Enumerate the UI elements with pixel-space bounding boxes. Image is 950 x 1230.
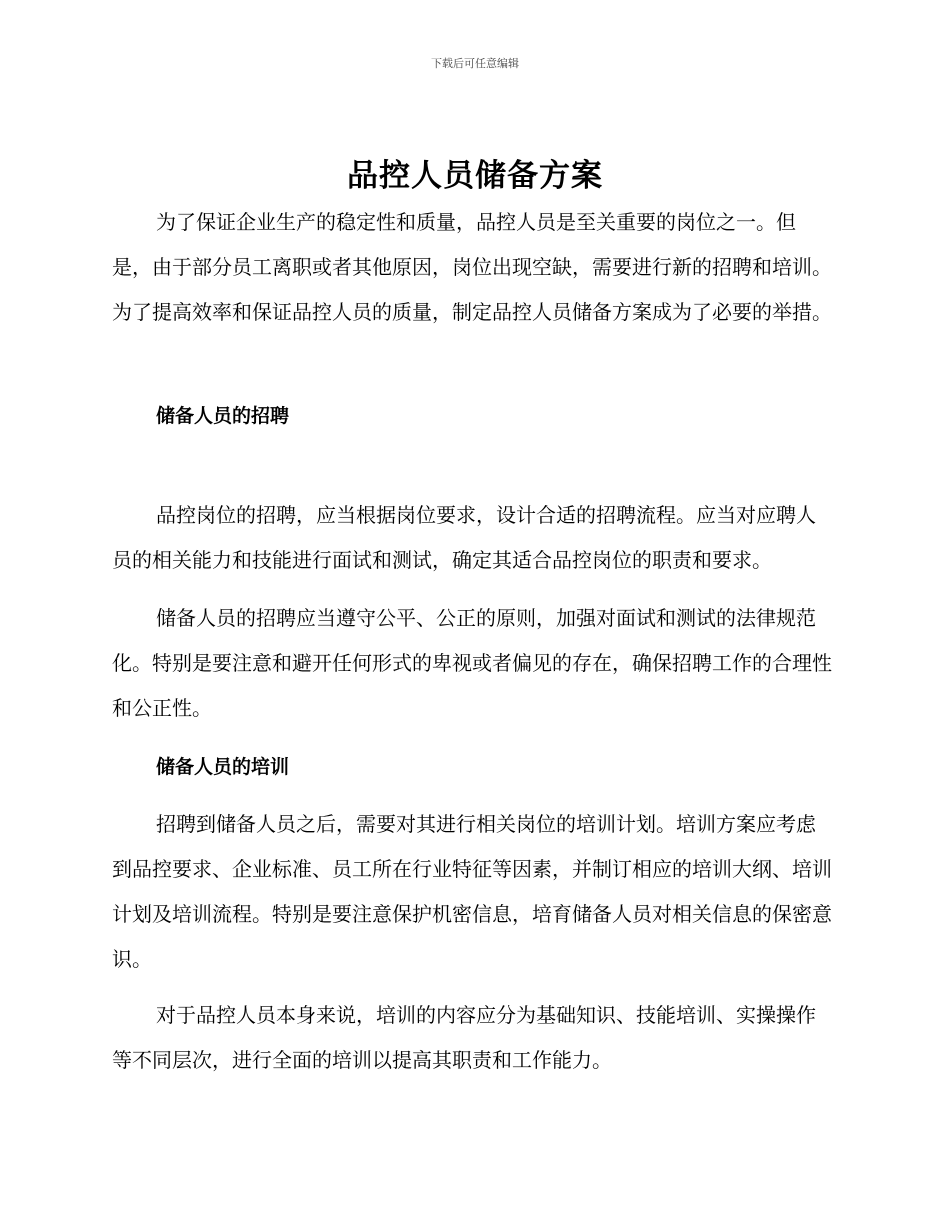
page-header-note: 下载后可任意编辑 bbox=[431, 57, 519, 70]
intro-paragraph: 为了保证企业生产的稳定性和质量，品控人员是至关重要的岗位之一。但是，由于部分员工离职或者其他原因，岗位出现空缺，需要进行新的招聘和培训。为了提高效率和保证品控人员的质量，制定品控人员储备方案成为了必要的举措。 bbox=[112, 210, 832, 324]
recruitment-paragraph-1: 品控岗位的招聘，应当根据岗位要求，设计合适的招聘流程。应当对应聘人员的相关能力和技能进行面试和测试，确定其适合品控岗位的职责和要求。 bbox=[112, 503, 816, 572]
section-heading-training: 储备人员的培训 bbox=[156, 756, 290, 778]
training-paragraph-1: 招聘到储备人员之后，需要对其进行相关岗位的培训计划。培训方案应考虑到品控要求、企业标准、员工所在行业特征等因素，并制订相应的培训大纲、培训计划及培训流程。特别是要注意保护机密信息，培育储备人员对相关信息的保密意识。 bbox=[112, 812, 832, 971]
training-paragraph-2: 对于品控人员本身来说，培训的内容应分为基础知识、技能培训、实操操作等不同层次，进行全面的培训以提高其职责和工作能力。 bbox=[112, 1003, 816, 1072]
document-title: 品控人员储备方案 bbox=[347, 158, 603, 194]
recruitment-paragraph-2: 储备人员的招聘应当遵守公平、公正的原则，加强对面试和测试的法律规范化。特别是要注意和避开任何形式的卑视或者偏见的存在，确保招聘工作的合理性和公正性。 bbox=[112, 606, 832, 720]
section-heading-recruitment: 储备人员的招聘 bbox=[156, 405, 290, 427]
